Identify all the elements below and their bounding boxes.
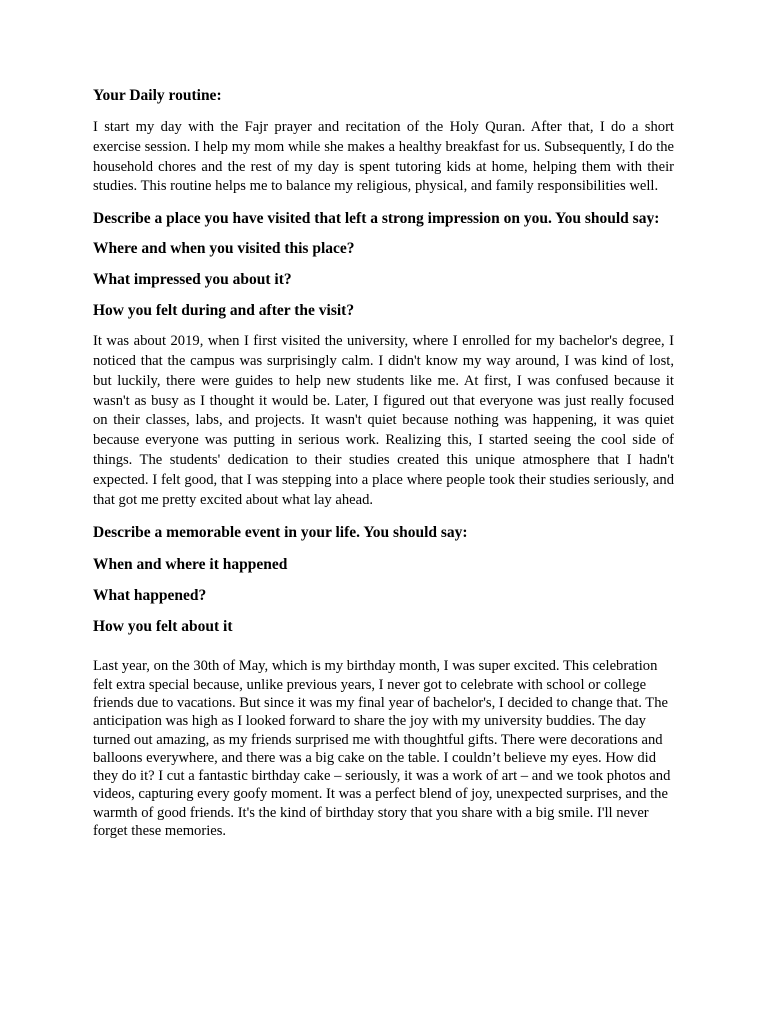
paragraph-daily-routine: I start my day with the Fajr prayer and recitation of the Holy Quran. After that, I do a short exercise session. I help my mom while she makes a healthy breakfast for us. Subsequently, I do the household chores and the rest of my day is spent tutoring kids at home, helping them with their studies. This routine helps me to balance my religious, physical, and family responsibilities well. [93, 119, 674, 195]
paragraph-university-visit: It was about 2019, when I first visited the university, where I enrolled for my bachelor's degree, I noticed that the campus was surprisingly calm. I didn't know my way around, I was kind of lost, but luckily, there were guides to help new students like me. At first, I was confused because it wasn't as busy as I thought it would be. Later, I figured out that everyone was just really focused on their classes, labs, and projects. It wasn't quiet because nothing was happening, it was quiet because everyone was putting in serious work. Realizing this, I started seeing the cool side of things. The students' dedication to their studies created this unique atmosphere that I hadn't expected. I felt good, that I was stepping into a place where people took their studies seriously, and that got me pretty excited about what lay ahead. [93, 333, 674, 508]
question-how-felt-event: How you felt about it [93, 618, 233, 636]
question-where-when: Where and when you visited this place? [93, 240, 355, 258]
paragraph-birthday: Last year, on the 30th of May, which is my birthday month, I was super excited. This celebration felt extra special because, unlike previous years, I never got to celebrate with school or college friends due to vacations. But since it was my final year of bachelor's, I decided to change that. The anticipation was high as I looked forward to share the joy with my university buddies. The day turned out amazing, as my friends surprised me with thoughtful gifts. There were decorations and balloons everywhere, and there was a big cake on the table. I couldn’t believe my eyes. How did they do it? I cut a fantastic birthday cake – seriously, it was a work of art – and we took photos and videos, capturing every goofy moment. It was a perfect blend of joy, unexpected surprises, and the warmth of good friends. It's the kind of birthday story that you share with a big smile. I'll never forget these memories. [93, 658, 671, 840]
document-page [93, 86, 674, 855]
question-what-impressed: What impressed you about it? [93, 271, 292, 289]
question-what-happened: What happened? [93, 587, 207, 605]
section-heading-daily-routine: Your Daily routine: [93, 87, 222, 104]
prompt-place-visited: Describe a place you have visited that left a strong impression on you. You should say: [93, 210, 660, 228]
question-when-where: When and where it happened [93, 556, 288, 574]
question-how-felt: How you felt during and after the visit? [93, 302, 355, 320]
prompt-memorable-event: Describe a memorable event in your life. You should say: [93, 524, 468, 542]
